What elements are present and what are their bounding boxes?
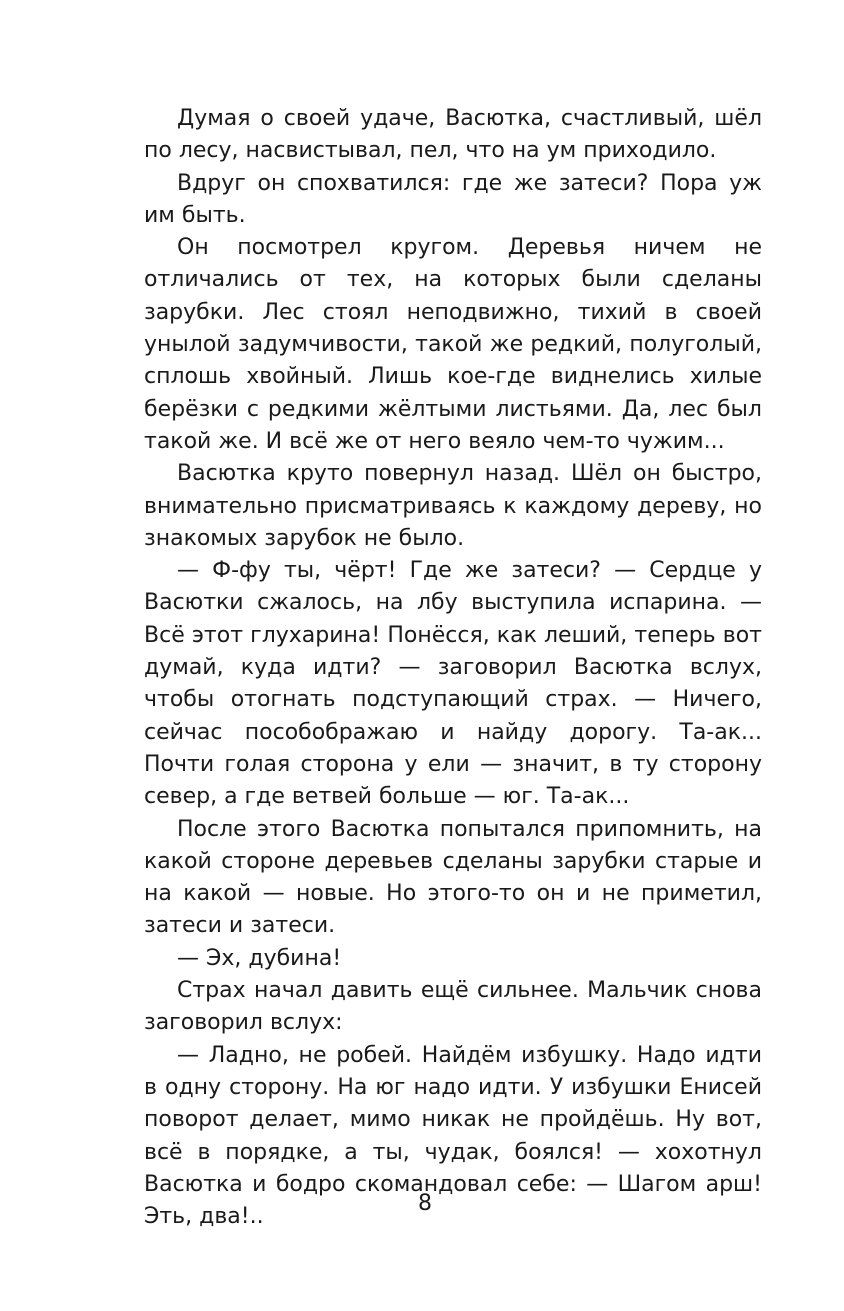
paragraph: Вдруг он спохватился: где же затеси? Пора уж им быть. bbox=[144, 170, 762, 228]
paragraph: Думая о своей удаче, Васютка, счастливый, шёл по лесу, насвистывал, пел, что на ум приходило. bbox=[144, 106, 762, 164]
paragraph: После этого Васютка попытался припомнить, на какой стороне деревьев сделаны зарубки старые и на какой — новые. Но этого-то он и не приметил, затеси и затеси. bbox=[144, 816, 762, 939]
paragraph: Васютка круто повернул назад. Шёл он быстро, внимательно присматриваясь к каждому дереву, но знакомых зарубок не было. bbox=[144, 461, 762, 551]
paragraph: — Ладно, не робей. Найдём избушку. Надо идти в одну сторону. На юг надо идти. У избушки Енисей поворот делает, мимо никак не пройдёшь. Ну вот, всё в порядке, а ты, чудак, боялся! — хохотнул Васютка и бодро скомандовал себе: — Шагом арш! Эть, два!.. bbox=[144, 1042, 762, 1230]
paragraph: — Эх, дубина! bbox=[177, 945, 342, 971]
paragraph: — Ф-фу ты, чёрт! Где же затеси? — Сердце у Васютки сжалось, на лбу выступила испарина. — Всё этот глухарина! Понёсся, как леший, теперь вот думай, куда идти? — заговорил Васютка вслух, чтобы отогнать подступающий страх. — Ничего, сейчас пособображаю и найду дорогу. Та-ак... Почти голая сторона у ели — значит, в ту сторону север, а где ветвей больше — юг. Та-ак... bbox=[144, 558, 762, 810]
paragraph: Он посмотрел кругом. Деревья ничем не отличались от тех, на которых были сделаны зарубки. Лес стоял неподвижно, тихий в своей унылой задумчивости, такой же редкий, полуголый, сплошь хвойный. Лишь кое-где виднелись хилые берёзки с редкими жёлтыми листьями. Да, лес был такой же. И всё же от него веяло чем-то чужим... bbox=[144, 235, 762, 454]
page-number: 8 bbox=[418, 1191, 432, 1216]
paragraph: Страх начал давить ещё сильнее. Мальчик снова заговорил вслух: bbox=[144, 978, 762, 1036]
text-body bbox=[144, 103, 762, 1233]
